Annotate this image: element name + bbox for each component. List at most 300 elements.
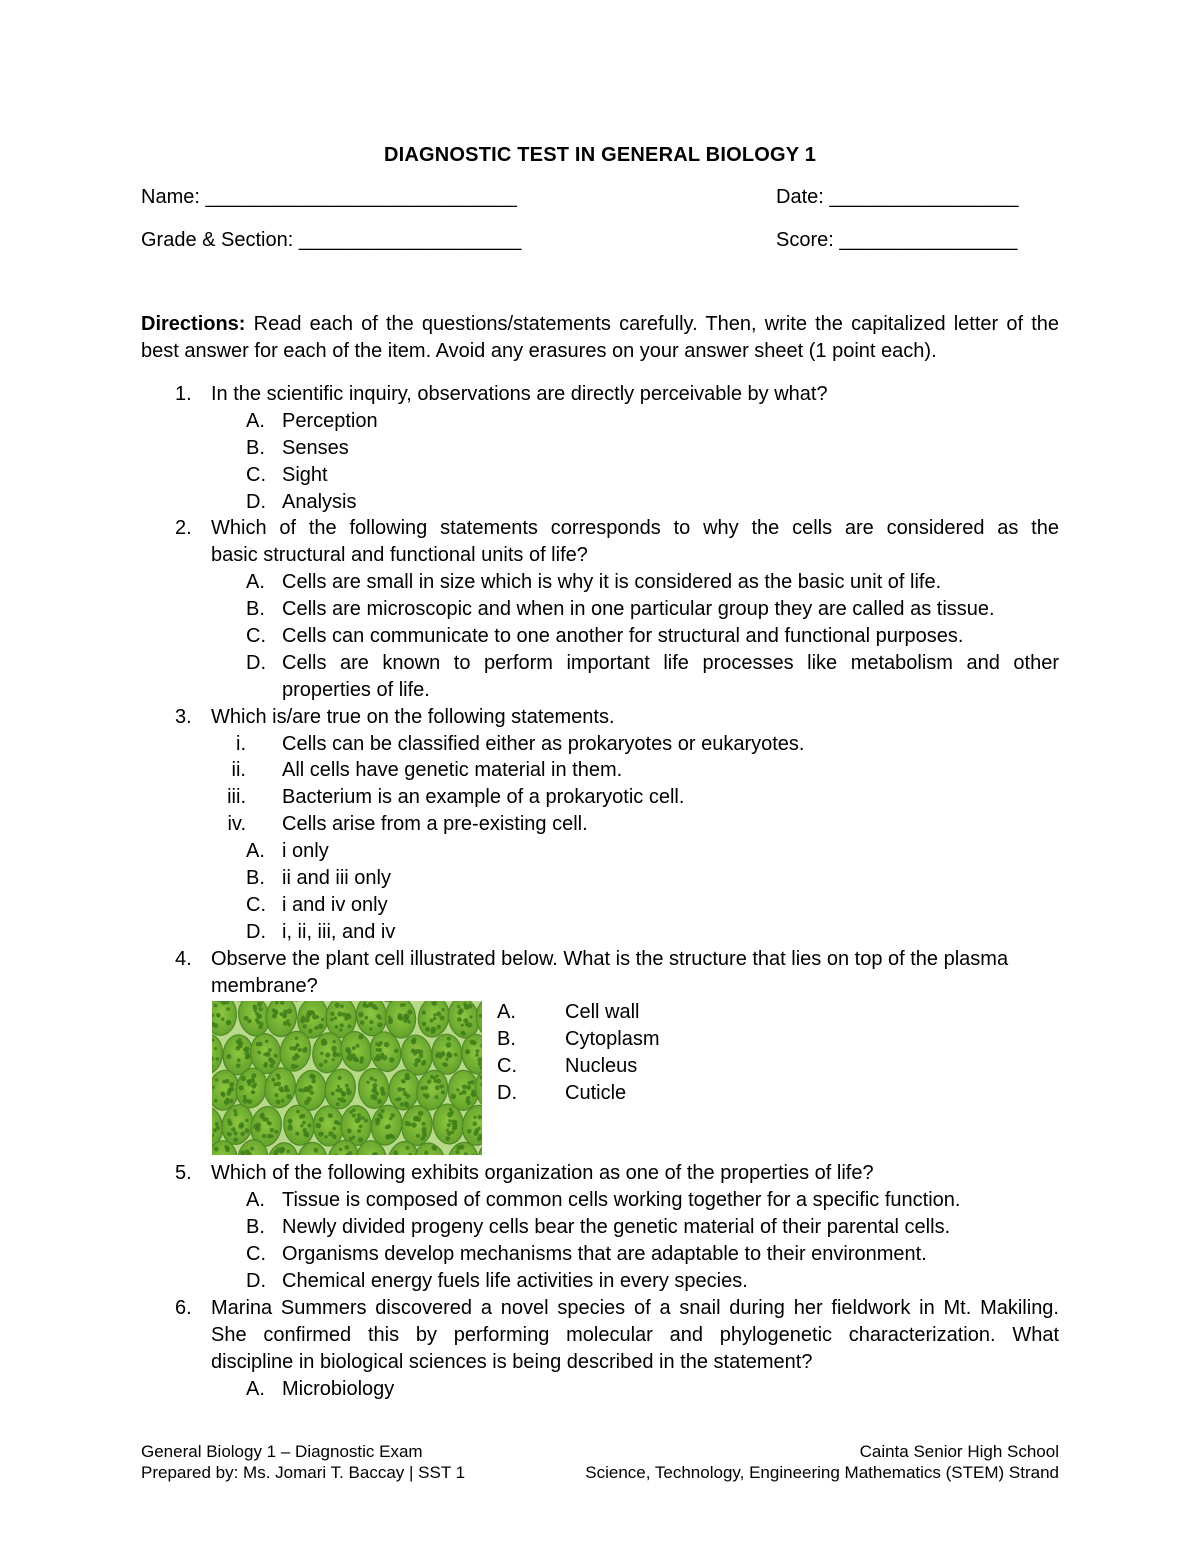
option-letter: A.	[246, 409, 265, 432]
chloroplast-dot	[332, 1040, 335, 1043]
chloroplast-dot	[406, 1094, 411, 1099]
chloroplast-dot	[454, 1053, 458, 1057]
chloroplast-dot	[477, 1137, 482, 1142]
chloroplast-dot	[316, 1016, 319, 1019]
chloroplast-dot	[340, 1005, 344, 1009]
chloroplast-dot	[295, 1065, 298, 1068]
chloroplast-dot	[468, 1004, 473, 1009]
chloroplast-dot	[427, 1080, 432, 1085]
chloroplast-dot	[337, 1053, 341, 1057]
chloroplast-dot	[269, 1064, 273, 1068]
chloroplast-dot	[229, 1099, 233, 1103]
chloroplast-dot	[294, 1046, 297, 1049]
chloroplast-dot	[441, 1008, 444, 1011]
chloroplast-dot	[262, 1134, 266, 1138]
chloroplast-dot	[416, 1134, 420, 1138]
directions	[141, 311, 1059, 365]
date-field: Date: _________________	[776, 186, 1019, 208]
chloroplast-dot	[422, 1127, 427, 1132]
chloroplast-dot	[436, 1012, 441, 1017]
chloroplast-dot	[335, 1089, 339, 1093]
chloroplast-dot	[247, 1019, 252, 1024]
chloroplast-dot	[403, 1020, 407, 1024]
question-text: membrane?	[211, 974, 318, 997]
chloroplast-dot	[456, 1151, 460, 1155]
chloroplast-dot	[451, 1094, 457, 1100]
chloroplast-dot	[339, 1029, 343, 1033]
chloroplast-dot	[422, 1022, 427, 1027]
chloroplast-dot	[377, 1023, 382, 1028]
chloroplast-dot	[311, 1079, 316, 1084]
option-text: Cells are known to perform important life processes like metabolism and other	[282, 651, 1059, 674]
chloroplast-dot	[475, 1050, 479, 1054]
chloroplast-dot	[268, 1049, 272, 1053]
option-b	[0, 435, 1200, 462]
chloroplast-dot	[227, 1119, 231, 1123]
chloroplast-dot	[381, 1109, 385, 1113]
chloroplast-dot	[346, 1048, 351, 1053]
option-letter: B.	[246, 867, 265, 890]
question-text: Which of the following exhibits organization as one of the properties of life?	[211, 1162, 874, 1185]
option-text: Perception	[282, 409, 378, 432]
chloroplast-dot	[364, 1016, 368, 1020]
question-text-continued	[0, 1349, 1200, 1376]
plant-cell-image	[212, 1001, 482, 1155]
option-letter: B.	[246, 1216, 265, 1239]
chloroplast-dot	[217, 1015, 220, 1018]
chloroplast-dot	[287, 1009, 293, 1015]
option-a	[0, 1187, 1200, 1214]
directions-text: Read each of the questions/statements carefully. Then, write the capitalized letter of the best answer for each of the item. Avoid any erasures on your answer sheet (1 point each).	[141, 313, 1059, 362]
chloroplast-dot	[422, 1011, 426, 1015]
chloroplast-dot	[300, 1124, 303, 1127]
question-2	[0, 515, 1200, 542]
chloroplast-dot	[433, 1014, 436, 1017]
chloroplast-dot	[388, 1016, 391, 1019]
question-4	[0, 946, 1200, 973]
chloroplast-dot	[292, 1056, 297, 1061]
chloroplast-dot	[330, 1018, 334, 1022]
chloroplast-dot	[311, 1075, 316, 1080]
chloroplast-dot	[277, 1076, 281, 1080]
chloroplast-dot	[213, 1129, 217, 1133]
option-letter: A.	[246, 571, 265, 594]
option-b	[0, 865, 1200, 892]
chloroplast-dot	[313, 1148, 318, 1153]
chloroplast-dot	[457, 1018, 462, 1023]
chloroplast-dot	[420, 1138, 424, 1142]
chloroplast-dot	[333, 1051, 337, 1055]
chloroplast-dot	[334, 1017, 337, 1020]
chloroplast-dot	[251, 1074, 256, 1079]
chloroplast-dot	[405, 1015, 410, 1020]
chloroplast-dot	[258, 1025, 263, 1030]
chloroplast-dot	[274, 1131, 278, 1135]
chloroplast-dot	[447, 1053, 452, 1058]
option-letter: C.	[246, 463, 266, 486]
chloroplast-dot	[233, 1138, 238, 1143]
chloroplast-dot	[411, 1039, 416, 1044]
chloroplast-dot	[430, 1075, 434, 1079]
chloroplast-dot	[371, 1089, 375, 1093]
chloroplast-dot	[311, 1012, 315, 1016]
question-text: basic structural and functional units of life?	[211, 544, 588, 567]
chloroplast-dot	[225, 1079, 230, 1084]
chloroplast-dot	[406, 1076, 410, 1080]
chloroplast-dot	[348, 1025, 352, 1029]
chloroplast-dot	[274, 1054, 278, 1058]
chloroplast-dot	[233, 1109, 237, 1113]
option-text-continued	[0, 677, 1200, 704]
chloroplast-dot	[369, 1020, 373, 1024]
option-c	[0, 1241, 1200, 1268]
question-text-continued	[0, 1322, 1200, 1349]
chloroplast-dot	[253, 1009, 256, 1012]
chloroplast-dot	[296, 1110, 300, 1114]
chloroplast-dot	[466, 1101, 471, 1106]
chloroplast-dot	[307, 1011, 311, 1015]
chloroplast-dot	[394, 1049, 398, 1053]
chloroplast-dot	[284, 1012, 288, 1016]
footer-course: General Biology 1 – Diagnostic Exam	[141, 1442, 423, 1461]
option-a	[0, 408, 1200, 435]
chloroplast-dot	[287, 1126, 292, 1131]
chloroplast-dot	[375, 1119, 379, 1123]
chloroplast-dot	[447, 1037, 451, 1041]
chloroplast-dot	[266, 1122, 270, 1126]
chloroplast-dot	[445, 1058, 448, 1061]
chloroplast-dot	[355, 1059, 359, 1063]
chloroplast-dot	[389, 1058, 395, 1064]
chloroplast-dot	[421, 1062, 426, 1067]
chloroplast-dot	[360, 1021, 365, 1026]
chloroplast-dot	[423, 1094, 426, 1097]
question-number: 3.	[175, 705, 192, 728]
footer-school: Cainta Senior High School	[859, 1442, 1059, 1461]
chloroplast-dot	[226, 1020, 232, 1026]
chloroplast-dot	[224, 1145, 228, 1149]
chloroplast-dot	[304, 1087, 309, 1092]
chloroplast-dot	[408, 1123, 412, 1127]
chloroplast-dot	[459, 1145, 464, 1150]
option-letter: B.	[497, 1028, 516, 1051]
chloroplast-dot	[462, 1090, 467, 1095]
option-text: Sight	[282, 463, 328, 486]
statement-text: All cells have genetic material in them.	[282, 759, 623, 782]
statement-number: iv.	[227, 813, 246, 836]
chloroplast-dot	[465, 1023, 469, 1027]
chloroplast-dot	[338, 1076, 342, 1080]
chloroplast-dot	[352, 1109, 356, 1113]
chloroplast-dot	[462, 1085, 467, 1090]
option-d	[0, 1268, 1200, 1295]
chloroplast-dot	[276, 1100, 281, 1105]
question-text-continued	[0, 542, 1200, 569]
plant-cell-illustration	[212, 1001, 482, 1155]
chloroplast-dot	[344, 1146, 349, 1151]
chloroplast-dot	[477, 1127, 480, 1130]
option-letter: C.	[246, 625, 266, 648]
option-b	[0, 596, 1200, 623]
question-4-options	[497, 999, 797, 1107]
chloroplast-dot	[362, 1003, 367, 1008]
option-letter: A.	[246, 1377, 265, 1400]
chloroplast-dot	[424, 1151, 428, 1155]
chloroplast-dot	[359, 1060, 363, 1064]
chloroplast-dot	[457, 1005, 460, 1008]
chloroplast-dot	[449, 1108, 452, 1111]
chloroplast-dot	[347, 1129, 352, 1134]
chloroplast-dot	[372, 1083, 377, 1088]
statement-number: ii.	[231, 759, 246, 782]
chloroplast-dot	[361, 1117, 365, 1121]
option-d	[0, 489, 1200, 516]
chloroplast-dot	[372, 1005, 377, 1010]
chloroplast-dot	[265, 1052, 271, 1058]
chloroplast-dot	[467, 1129, 472, 1134]
chloroplast-dot	[253, 1005, 257, 1009]
option-text: Microbiology	[282, 1377, 395, 1400]
chloroplast-dot	[337, 1085, 340, 1088]
chloroplast-dot	[284, 1085, 288, 1089]
option-text: Newly divided progeny cells bear the genetic material of their parental cells.	[282, 1216, 951, 1239]
chloroplast-dot	[413, 1117, 418, 1122]
grade-section-field: Grade & Section: ____________________	[141, 229, 522, 251]
question-number: 2.	[175, 517, 192, 540]
chloroplast-dot	[445, 1137, 450, 1142]
chloroplast-dot	[418, 1111, 424, 1117]
chloroplast-dot	[241, 1076, 247, 1082]
statement-text: Cells arise from a pre-existing cell.	[282, 813, 588, 836]
chloroplast-dot	[469, 1016, 472, 1019]
chloroplast-dot	[299, 1115, 304, 1120]
option-text: Cuticle	[565, 1082, 627, 1105]
chloroplast-dot	[324, 1136, 327, 1139]
chloroplast-dot	[268, 1058, 273, 1063]
option-d	[0, 650, 1200, 677]
chloroplast-dot	[265, 1118, 269, 1122]
chloroplast-dot	[258, 1042, 263, 1047]
chloroplast-dot	[337, 1012, 342, 1017]
chloroplast-dot	[227, 1088, 232, 1093]
chloroplast-dot	[300, 1019, 305, 1024]
option-c	[497, 1053, 797, 1080]
chloroplast-dot	[275, 1001, 279, 1005]
chloroplast-dot	[436, 1025, 440, 1029]
statement-iii	[0, 784, 1200, 811]
chloroplast-dot	[400, 1103, 404, 1107]
option-letter: D.	[246, 1270, 266, 1293]
chloroplast-dot	[224, 1100, 230, 1106]
chloroplast-dot	[358, 1035, 363, 1040]
chloroplast-dot	[446, 1043, 451, 1048]
option-letter: D.	[246, 920, 266, 943]
option-letter: B.	[246, 598, 265, 621]
chloroplast-dot	[214, 1099, 217, 1102]
option-text: i and iv only	[282, 893, 388, 916]
chloroplast-dot	[287, 1023, 291, 1027]
option-text: Cells can communicate to one another for structural and functional purposes.	[282, 625, 964, 648]
chloroplast-dot	[357, 1130, 361, 1134]
chloroplast-dot	[335, 1025, 339, 1029]
option-d	[497, 1080, 797, 1107]
question-text: Which is/are true on the following statements.	[211, 705, 615, 728]
option-letter: A.	[246, 840, 265, 863]
question-text: She confirmed this by performing molecular and phylogenetic characterization. What	[211, 1323, 1059, 1346]
statement-text: Cells can be classified either as prokaryotes or eukaryotes.	[282, 732, 805, 755]
question-text: Observe the plant cell illustrated below. What is the structure that lies on top of the plasma	[211, 947, 1009, 970]
chloroplast-dot	[243, 1099, 248, 1104]
chloroplast-dot	[291, 1064, 296, 1069]
chloroplast-dot	[349, 1111, 353, 1115]
chloroplast-dot	[447, 1112, 452, 1117]
chloroplast-dot	[274, 1094, 278, 1098]
footer-strand: Science, Technology, Engineering Mathematics (STEM) Strand	[585, 1463, 1059, 1482]
chloroplast-dot	[273, 1083, 277, 1087]
chloroplast-dot	[328, 1114, 333, 1119]
chloroplast-dot	[235, 1046, 240, 1051]
chloroplast-dot	[465, 1050, 470, 1055]
chloroplast-dot	[405, 1146, 409, 1150]
chloroplast-dot	[388, 1020, 393, 1025]
chloroplast-dot	[234, 1113, 238, 1117]
chloroplast-dot	[324, 1060, 328, 1064]
chloroplast-dot	[358, 1012, 364, 1018]
question-text: Marina Summers discovered a novel species of a snail during her fieldwork in Mt. Makiling.	[211, 1296, 1059, 1319]
option-a	[497, 999, 797, 1026]
chloroplast-dot	[358, 1138, 363, 1143]
chloroplast-dot	[380, 1116, 383, 1119]
chloroplast-dot	[265, 1040, 269, 1044]
chloroplast-dot	[238, 1124, 243, 1129]
chloroplast-dot	[378, 1044, 381, 1047]
chloroplast-dot	[447, 1123, 451, 1127]
chloroplast-dot	[304, 1047, 307, 1050]
chloroplast-dot	[259, 1114, 265, 1120]
chloroplast-dot	[415, 1058, 420, 1063]
chloroplast-dot	[477, 1115, 481, 1119]
option-letter: C.	[497, 1055, 517, 1078]
chloroplast-dot	[302, 1128, 307, 1133]
option-text: Cell wall	[565, 1001, 640, 1024]
chloroplast-dot	[364, 1119, 368, 1123]
chloroplast-dot	[314, 1026, 318, 1030]
chloroplast-dot	[305, 1133, 309, 1137]
chloroplast-dot	[433, 1017, 437, 1021]
question-text: discipline in biological sciences is being described in the statement?	[211, 1350, 813, 1373]
chloroplast-dot	[456, 1089, 459, 1092]
question-text: In the scientific inquiry, observations are directly perceivable by what?	[211, 383, 828, 405]
chloroplast-dot	[431, 1002, 435, 1006]
chloroplast-dot	[366, 1081, 369, 1084]
chloroplast-dot	[226, 1149, 230, 1153]
option-d	[0, 919, 1200, 946]
chloroplast-dot	[236, 1040, 241, 1045]
chloroplast-dot	[351, 1054, 357, 1060]
chloroplast-dot	[295, 1132, 299, 1136]
chloroplast-dot	[373, 1096, 378, 1101]
chloroplast-dot	[257, 1002, 262, 1007]
option-b	[0, 1214, 1200, 1241]
option-letter: D.	[246, 490, 266, 513]
option-text: Tissue is composed of common cells working together for a specific function.	[282, 1189, 961, 1212]
option-letter: C.	[246, 893, 266, 916]
chloroplast-dot	[215, 1123, 219, 1127]
chloroplast-dot	[357, 1114, 361, 1118]
chloroplast-dot	[370, 1077, 374, 1081]
chloroplast-dot	[469, 1040, 474, 1045]
chloroplast-dot	[279, 1149, 285, 1155]
question-5	[0, 1160, 1200, 1187]
chloroplast-dot	[473, 1122, 478, 1127]
chloroplast-dot	[378, 1048, 382, 1052]
chloroplast-dot	[340, 1024, 344, 1028]
chloroplast-dot	[419, 1054, 424, 1059]
option-text: Chemical energy fuels life activities in every species.	[282, 1270, 748, 1293]
chloroplast-dot	[413, 1050, 417, 1054]
question-1	[0, 381, 1200, 408]
option-letter: A.	[246, 1189, 265, 1212]
chloroplast-dot	[308, 1124, 312, 1128]
chloroplast-dot	[274, 1012, 278, 1016]
option-text: i, ii, iii, and iv	[282, 920, 396, 943]
chloroplast-dot	[319, 1063, 323, 1067]
chloroplast-dot	[283, 1021, 288, 1026]
chloroplast-dot	[214, 1048, 217, 1051]
chloroplast-dot	[441, 1091, 445, 1095]
chloroplast-dot	[251, 1091, 255, 1095]
question-6	[0, 1295, 1200, 1322]
chloroplast-dot	[258, 1007, 262, 1011]
chloroplast-dot	[251, 1085, 256, 1090]
chloroplast-dot	[382, 1056, 387, 1061]
chloroplast-dot	[466, 1085, 471, 1090]
option-letter: D.	[246, 651, 266, 674]
question-text-continued	[0, 973, 1200, 1000]
chloroplast-dot	[231, 1128, 236, 1133]
chloroplast-dot	[304, 1017, 309, 1022]
chloroplast-dot	[346, 1090, 352, 1096]
chloroplast-dot	[378, 1017, 382, 1021]
question-text: Which of the following statements corresponds to why the cells are considered as the	[211, 517, 1059, 540]
chloroplast-dot	[214, 1004, 218, 1008]
chloroplast-dot	[397, 1088, 402, 1093]
chloroplast-dot	[303, 1025, 307, 1029]
chloroplast-dot	[318, 1132, 323, 1137]
chloroplast-dot	[400, 1004, 404, 1008]
chloroplast-dot	[239, 1086, 244, 1091]
chloroplast-dot	[401, 1080, 405, 1084]
option-text: Nucleus	[565, 1055, 638, 1078]
chloroplast-dot	[320, 1052, 323, 1055]
chloroplast-dot	[319, 1117, 324, 1122]
chloroplast-dot	[454, 1121, 458, 1125]
chloroplast-dot	[288, 1119, 293, 1124]
chloroplast-dot	[420, 1087, 424, 1091]
chloroplast-dot	[279, 1013, 283, 1017]
option-letter: B.	[246, 436, 265, 459]
chloroplast-dot	[297, 1048, 302, 1053]
chloroplast-dot	[377, 1099, 382, 1104]
chloroplast-dot	[245, 1129, 250, 1134]
option-c	[0, 892, 1200, 919]
chloroplast-dot	[229, 1082, 234, 1087]
chloroplast-dot	[342, 1013, 347, 1018]
option-text: Senses	[282, 436, 349, 459]
chloroplast-dot	[264, 1062, 268, 1066]
chloroplast-dot	[256, 1014, 261, 1019]
chloroplast-dot	[359, 1125, 363, 1129]
